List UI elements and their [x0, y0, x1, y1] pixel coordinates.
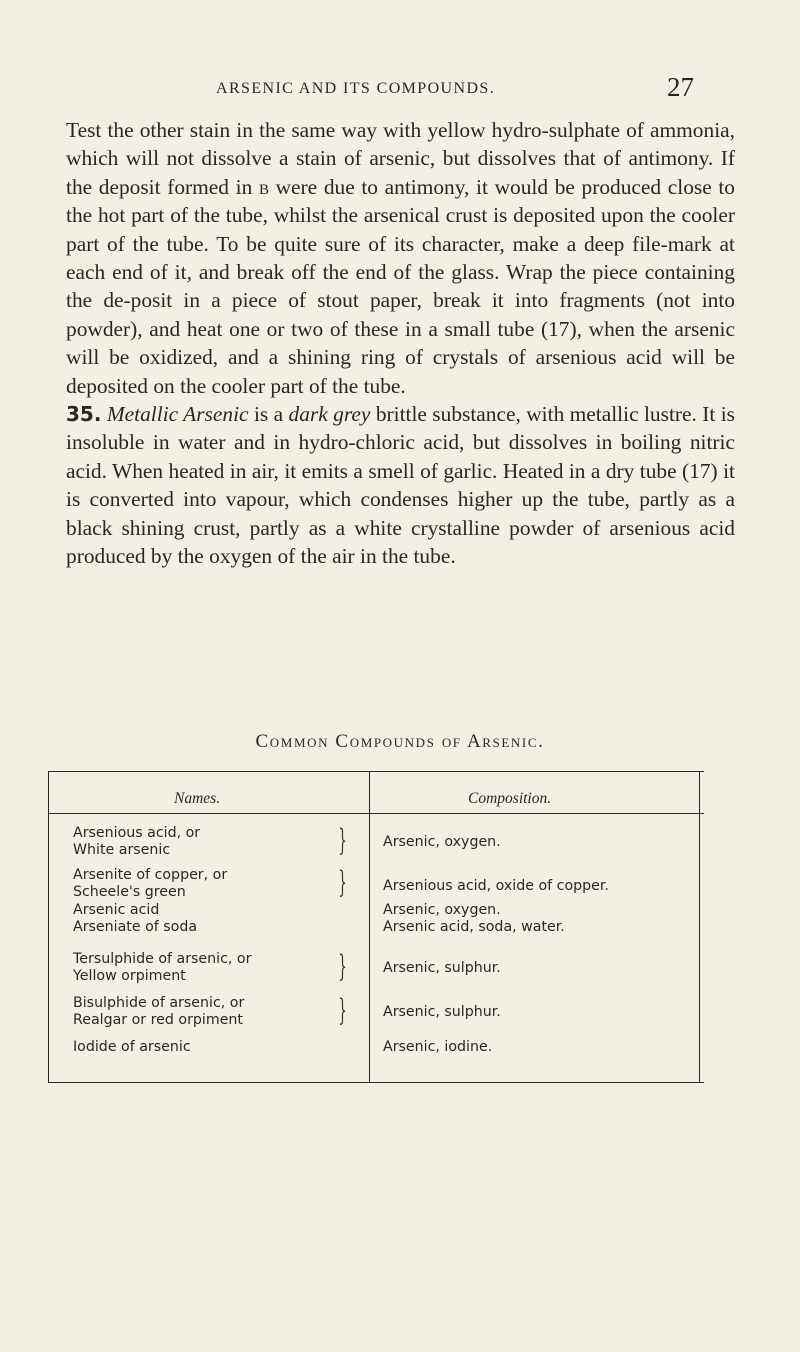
section-term: Metallic Arsenic [106, 402, 249, 427]
name-line-2: Realgar or red orpiment [73, 1011, 243, 1028]
brace-glyph: } [338, 865, 347, 900]
section-number: 35. [66, 402, 102, 427]
table-rule-top [48, 771, 704, 772]
table-body [48, 878, 704, 1078]
table-body-rule-bottom [48, 1082, 704, 1083]
composition-line-1: Arsenic, oxygen. [383, 902, 501, 918]
paragraph-stain-test [55, 116, 735, 400]
composition-cell: Arsenious acid, oxide of copper. [383, 878, 609, 894]
name-cell [73, 995, 353, 1029]
name-line-1: Bisulphide of arsenic, or [73, 995, 245, 1011]
composition-cell: Arsenic, oxygen. [383, 834, 501, 850]
table-rule-header [48, 813, 704, 814]
composition-cell [383, 902, 703, 936]
paragraph-smallcap-letter: b [258, 174, 269, 199]
composition-cell: Arsenic, sulphur. [383, 960, 501, 976]
running-head [0, 72, 800, 112]
paragraph-section-35 [55, 400, 735, 570]
section-emphasis: dark grey [288, 402, 371, 427]
running-title: ARSENIC AND ITS COMPOUNDS. [216, 80, 496, 97]
page-number: 27 [667, 72, 694, 102]
composition-cell: Arsenic, iodine. [383, 1039, 493, 1055]
section-text-a: is a [253, 402, 284, 427]
name-cell [73, 825, 353, 859]
section-text-b: brittle substance, with metallic lustre. It is insoluble in water and in hydro-chloric acid, but dissolves in boiling nitric acid. When heated in air, it emits a smell of garlic. Heated in a dry tube (17) it is converted into vapour, which condenses higher up the tube, partly as a black shining crust, partly as a white crystalline powder of arsenious acid produced by the oxygen of the air in the tube. [66, 402, 736, 569]
table-heading: Common Compounds of Arsenic. [255, 731, 545, 752]
brace-glyph: } [338, 949, 347, 984]
table-body-rule-left [48, 771, 49, 1083]
brace-glyph: } [338, 993, 347, 1028]
body-text [55, 116, 735, 571]
table-body-rule-middle [369, 771, 370, 1083]
compounds-table [48, 771, 704, 900]
name-line-1: Arsenic acid [73, 902, 160, 918]
composition-line-2: Arsenic acid, soda, water. [383, 918, 565, 935]
brace-glyph: } [338, 823, 347, 858]
paragraph-text-b: were due to antimony, it would be produced close to the hot part of the tube, whilst the arsenical crust is deposited upon the cooler part of the tube. To be quite sure of its character, make a deep file-mark at each end of it, and break off the end of the glass. Wrap the piece containing the de-posit in a piece of stout paper, break it into fragments (not into powder), and heat one or two of these in a small tube (17), when the arsenic will be oxidized, and a shining ring of crystals of arsenious acid will be deposited on the cooler part of the tube. [66, 174, 735, 398]
name-line-2: Scheele's green [73, 883, 186, 900]
name-cell [73, 902, 353, 936]
column-header-names: Names. [174, 790, 221, 807]
column-header-composition: Composition. [468, 790, 552, 807]
name-line-1: Tersulphide of arsenic, or [73, 951, 252, 967]
name-line-1: Arsenious acid, or [73, 825, 201, 841]
name-line-2: Arseniate of soda [73, 918, 198, 935]
name-cell [73, 951, 353, 985]
composition-cell: Arsenic, sulphur. [383, 1004, 501, 1020]
paragraph-text-a: Test the other stain in the same way with yellow hydro-sulphate of ammonia, which will not dissolve a stain of arsenic, but dissolves that of antimony. If the deposit formed in [66, 118, 735, 199]
name-line-2: Yellow orpiment [73, 967, 186, 984]
name-line-1: Arsenite of copper, or [73, 867, 228, 883]
name-line-2: White arsenic [73, 841, 171, 858]
name-cell: Iodide of arsenic [73, 1039, 191, 1055]
